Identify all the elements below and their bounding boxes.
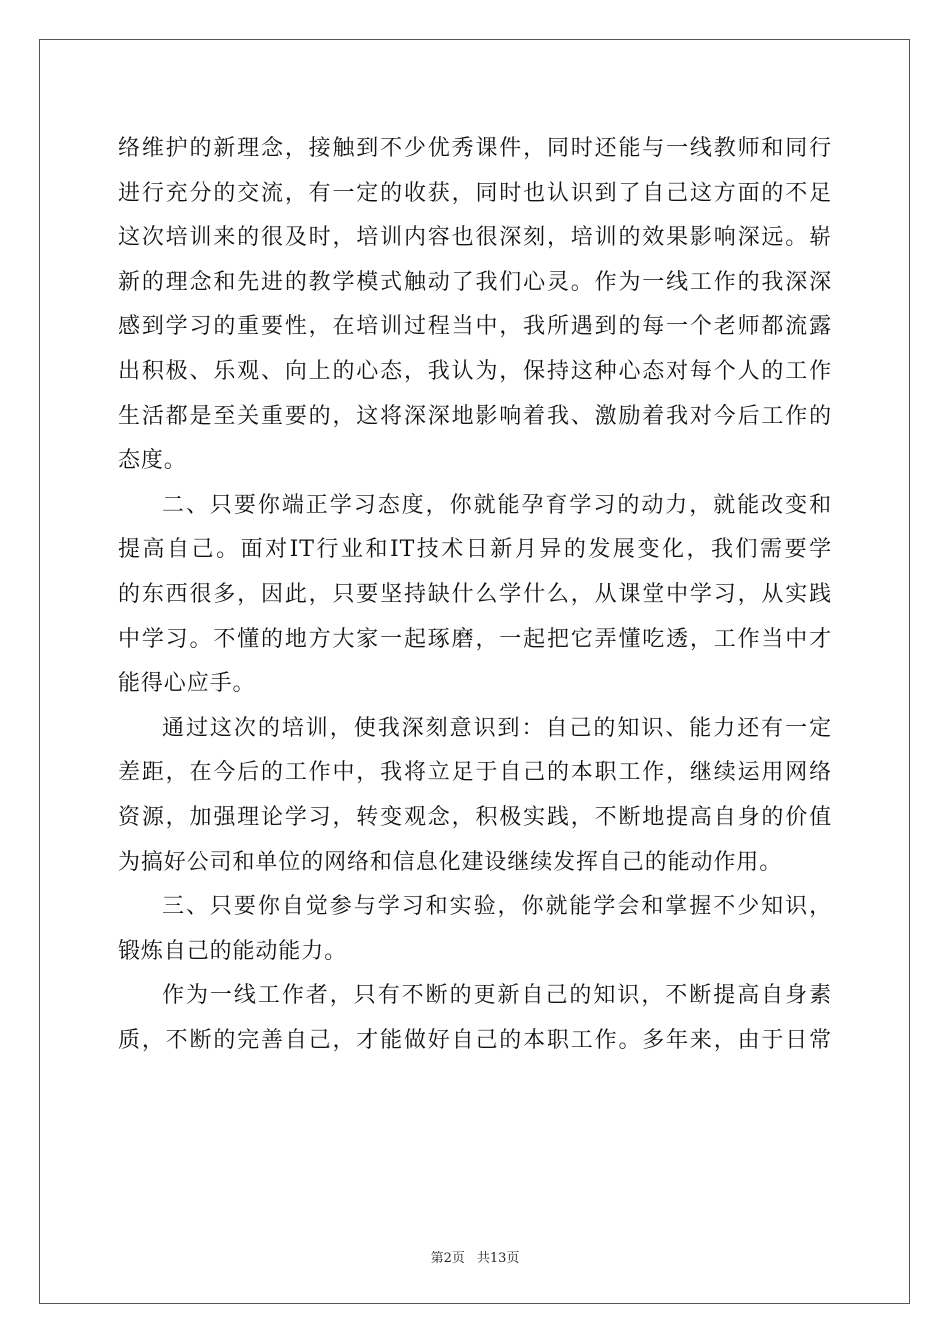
text-line: 生活都是至关重要的，这将深深地影响着我、激励着我对今后工作的 xyxy=(118,403,832,429)
text-line: 进行充分的交流，有一定的收获，同时也认识到了自己这方面的不足 xyxy=(118,180,832,206)
text-line: 的东西很多，因此，只要坚持缺什么学什么，从课堂中学习，从实践 xyxy=(118,581,832,607)
text-line: 态度。 xyxy=(118,448,187,474)
text-line: 提高自己。面对IT行业和IT技术日新月异的发展变化，我们需要学 xyxy=(118,537,832,563)
text-line: 资源，加强理论学习，转变观念，积极实践，不断地提高自身的价值 xyxy=(118,804,832,830)
page-footer xyxy=(0,1247,950,1266)
text-line: 三、只要你自觉参与学习和实验，你就能学会和掌握不少知识， xyxy=(162,894,832,920)
text-line: 这次培训来的很及时，培训内容也很深刻，培训的效果影响深远。崭 xyxy=(118,225,832,251)
text-line: 通过这次的培训，使我深刻意识到：自己的知识、能力还有一定 xyxy=(162,715,832,741)
text-line: 二、只要你端正学习态度，你就能孕育学习的动力，就能改变和 xyxy=(162,492,832,518)
text-line: 能得心应手。 xyxy=(118,671,256,697)
page-total: 共13页 xyxy=(476,1251,520,1266)
text-line: 锻炼自己的能动能力。 xyxy=(118,938,348,964)
text-line: 作为一线工作者，只有不断的更新自己的知识，不断提高自身素 xyxy=(162,983,832,1009)
document-body xyxy=(118,127,832,1063)
text-line: 出积极、乐观、向上的心态，我认为，保持这种心态对每个人的工作 xyxy=(118,358,832,384)
text-line: 新的理念和先进的教学模式触动了我们心灵。作为一线工作的我深深 xyxy=(118,269,832,295)
page-number: 第2页 xyxy=(430,1251,465,1266)
text-line: 质，不断的完善自己，才能做好自己的本职工作。多年来，由于日常 xyxy=(118,1027,832,1053)
text-line: 中学习。不懂的地方大家一起琢磨，一起把它弄懂吃透，工作当中才 xyxy=(118,626,832,652)
text-line: 感到学习的重要性，在培训过程当中，我所遇到的每一个老师都流露 xyxy=(118,314,832,340)
text-line: 络维护的新理念，接触到不少优秀课件，同时还能与一线教师和同行 xyxy=(118,136,832,161)
text-line: 差距，在今后的工作中，我将立足于自己的本职工作，继续运用网络 xyxy=(118,760,832,786)
text-line: 为搞好公司和单位的网络和信息化建设继续发挥自己的能动作用。 xyxy=(118,849,783,875)
